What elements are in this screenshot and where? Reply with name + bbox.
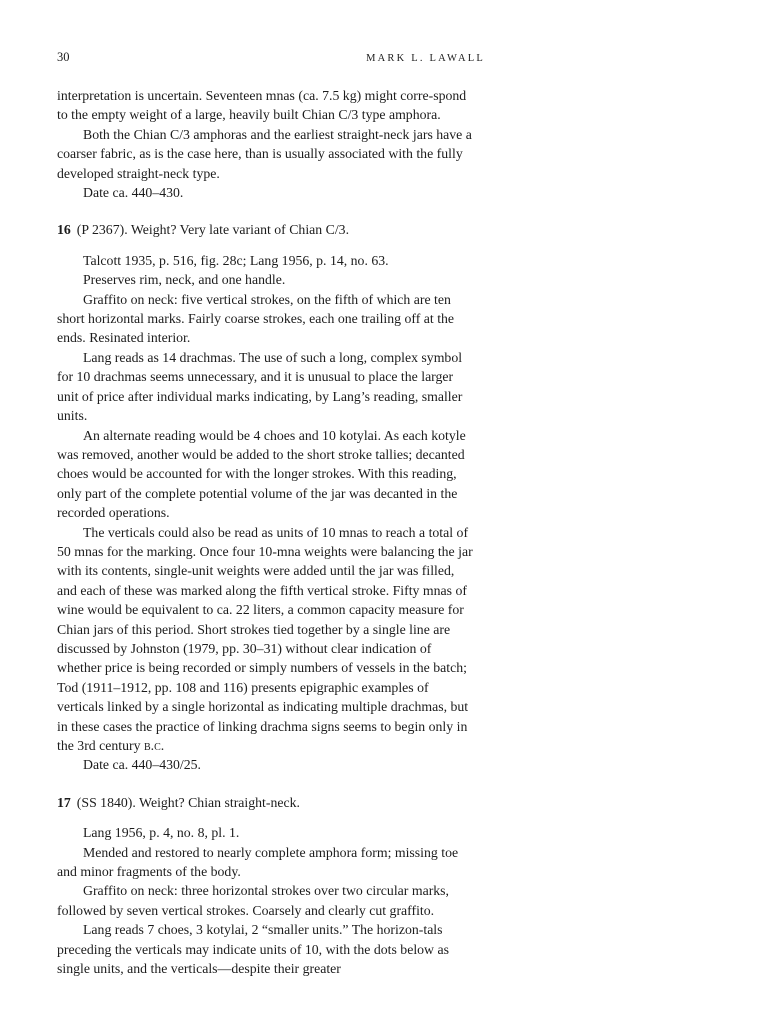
paragraph: An alternate reading would be 4 choes and 10 kotylai. As each kotyle was removed, another would be added to the short stroke tallies; decanted choes would be accounted for with the longer strokes. With this reading, only part of the complete potential volume of the jar was decanted in the recorded operations. [57, 427, 466, 521]
entry-heading-text: (P 2367). Weight? Very late variant of Chian C/3. [76, 222, 350, 238]
paragraph-text: The verticals could also be read as units of 10 mnas to reach a total of 50 mnas for the marking. Once four 10-mna weights were balancing the jar with its contents, single-unit weights were added until the jar was filled, and each of these was marked along the fifth vertical stroke. Fifty mnas of wine would be equivalent to ca. 22 liters, a common capacity measure for Chian jars of this period. Short strokes tied together by a single line are discussed by Johnston (1979, pp. 30–31) without clear indication of whether price is being recorded or simply numbers of vessels in the batch; Tod (1911–1912, pp. 108 and 116) presents epigraphic examples of verticals linked by a single horizontal as indicating multiple drachmas, but in these cases the practice of linking drachma signs seems to begin only in the 3rd century [57, 524, 473, 753]
entry-number: 16 [57, 222, 71, 238]
paragraph: Both the Chian C/3 amphoras and the earliest straight-neck jars have a coarser fabric, as is the case here, than is usually associated with the fully developed straight-neck type. [57, 126, 472, 181]
paragraph [57, 523, 475, 756]
running-head-author: MARK L. LAWALL [366, 53, 485, 64]
page-number: 30 [57, 50, 70, 64]
paragraph: interpretation is uncertain. Seventeen mnas (ca. 7.5 kg) might corre-spond to the empty weight of a large, heavily built Chian C/3 type amphora. [57, 88, 467, 123]
era-abbrev: b.c. [143, 738, 165, 753]
bibliography: Lang 1956, p. 4, no. 8, pl. 1. [83, 825, 240, 841]
date-line: Date ca. 440–430/25. [83, 757, 202, 773]
bibliography: Talcott 1935, p. 516, fig. 28c; Lang 1956, p. 14, no. 63. [83, 252, 389, 268]
paragraph: Graffito on neck: five vertical strokes, on the fifth of which are ten short horizontal marks. Fairly coarse strokes, each one trailing off at the ends. Resinated interior. [57, 291, 455, 346]
date-line: Date ca. 440–430. [83, 185, 184, 201]
paragraph: Lang reads 7 choes, 3 kotylai, 2 “smaller units.” The horizon-tals preceding the verticals may indicate units of 10, with the dots below as single units, and the verticals—despite their greater [57, 922, 449, 977]
paragraph: Mended and restored to nearly complete amphora form; missing toe and minor fragments of the body. [57, 844, 459, 880]
entry-heading-17 [57, 793, 475, 812]
paragraph: Graffito on neck: three horizontal strokes over two circular marks, followed by seven vertical strokes. Coarsely and clearly cut graffito. [57, 883, 450, 918]
running-head [57, 50, 485, 65]
entry-heading-16 [57, 220, 475, 239]
body-text [57, 86, 475, 978]
entry-number: 17 [57, 794, 71, 810]
entry-heading-text: (SS 1840). Weight? Chian straight-neck. [76, 794, 300, 810]
paragraph: Preserves rim, neck, and one handle. [83, 272, 286, 288]
paragraph: Lang reads as 14 drachmas. The use of such a long, complex symbol for 10 drachmas seems unnecessary, and it is unusual to place the larger unit of price after individual marks indicating, by Lang’s reading, smaller units. [57, 349, 463, 424]
